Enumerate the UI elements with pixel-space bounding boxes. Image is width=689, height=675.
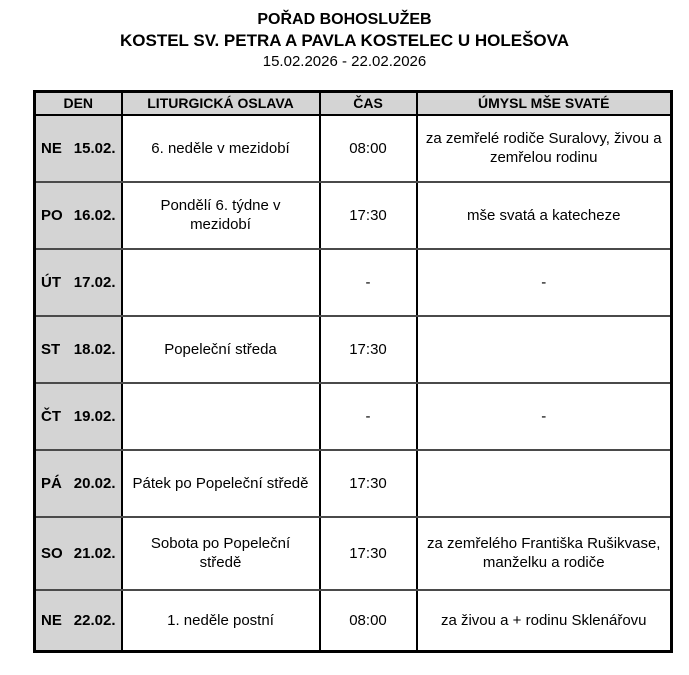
table-row <box>35 182 672 249</box>
day-cell <box>35 115 122 182</box>
table-row <box>35 316 672 383</box>
day-date: 18.02. <box>73 340 116 358</box>
day-date: 16.02. <box>73 206 116 224</box>
column-header-day: DEN <box>35 92 122 115</box>
day-abbrev: ČT <box>41 407 61 425</box>
day-cell <box>35 517 122 590</box>
intention-cell <box>417 316 672 383</box>
table-row <box>35 383 672 450</box>
day-date: 20.02. <box>73 474 116 492</box>
celebration-cell: Sobota po Popeleční středě <box>122 517 320 590</box>
time-cell: 17:30 <box>320 316 417 383</box>
day-cell <box>35 383 122 450</box>
celebration-cell: 1. neděle postní <box>122 590 320 652</box>
time-cell: - <box>320 383 417 450</box>
time-cell: 17:30 <box>320 450 417 517</box>
day-cell <box>35 316 122 383</box>
day-abbrev: NE <box>41 611 62 629</box>
intention-cell <box>417 450 672 517</box>
day-date: 17.02. <box>73 273 116 291</box>
table-row <box>35 517 672 590</box>
day-abbrev: PÁ <box>41 474 62 492</box>
celebration-cell: 6. neděle v mezidobí <box>122 115 320 182</box>
day-cell <box>35 450 122 517</box>
day-abbrev: SO <box>41 544 63 562</box>
time-cell: 17:30 <box>320 517 417 590</box>
table-row <box>35 450 672 517</box>
day-abbrev: ST <box>41 340 61 358</box>
intention-cell: - <box>417 249 672 316</box>
intention-cell: - <box>417 383 672 450</box>
day-cell <box>35 590 122 652</box>
intention-cell: za zemřelého Františka Rušikvase, manželku a rodiče <box>417 517 672 590</box>
celebration-cell: Pátek po Popeleční středě <box>122 450 320 517</box>
celebration-cell <box>122 249 320 316</box>
day-date: 15.02. <box>73 139 116 157</box>
date-range: 15.02.2026 - 22.02.2026 <box>262 53 427 70</box>
celebration-cell: Popeleční středa <box>122 316 320 383</box>
service-schedule-table <box>33 90 673 653</box>
day-date: 19.02. <box>73 407 116 425</box>
time-cell: 17:30 <box>320 182 417 249</box>
column-header-celebration: LITURGICKÁ OSLAVA <box>122 92 320 115</box>
celebration-cell: Pondělí 6. týdne v mezidobí <box>122 182 320 249</box>
table-row <box>35 115 672 182</box>
time-cell: - <box>320 249 417 316</box>
day-date: 22.02. <box>73 611 116 629</box>
column-header-time: ČAS <box>320 92 417 115</box>
intention-cell: mše svatá a katecheze <box>417 182 672 249</box>
table-row <box>35 590 672 652</box>
day-abbrev: ÚT <box>41 273 61 291</box>
day-abbrev: PO <box>41 206 63 224</box>
column-header-intention: ÚMYSL MŠE SVATÉ <box>417 92 672 115</box>
celebration-cell <box>122 383 320 450</box>
table-header-row <box>35 92 672 115</box>
intention-cell: za živou a + rodinu Sklenářovu <box>417 590 672 652</box>
church-name: KOSTEL SV. PETRA A PAVLA KOSTELEC U HOLEŠOVA <box>120 31 569 50</box>
title-block <box>0 0 689 72</box>
table-row <box>35 249 672 316</box>
day-cell <box>35 249 122 316</box>
day-date: 21.02. <box>73 544 116 562</box>
intention-cell: za zemřelé rodiče Suralovy, živou a zemřelou rodinu <box>417 115 672 182</box>
page-title: POŘAD BOHOSLUŽEB <box>257 11 432 28</box>
day-cell <box>35 182 122 249</box>
time-cell: 08:00 <box>320 115 417 182</box>
time-cell: 08:00 <box>320 590 417 652</box>
day-abbrev: NE <box>41 139 62 157</box>
